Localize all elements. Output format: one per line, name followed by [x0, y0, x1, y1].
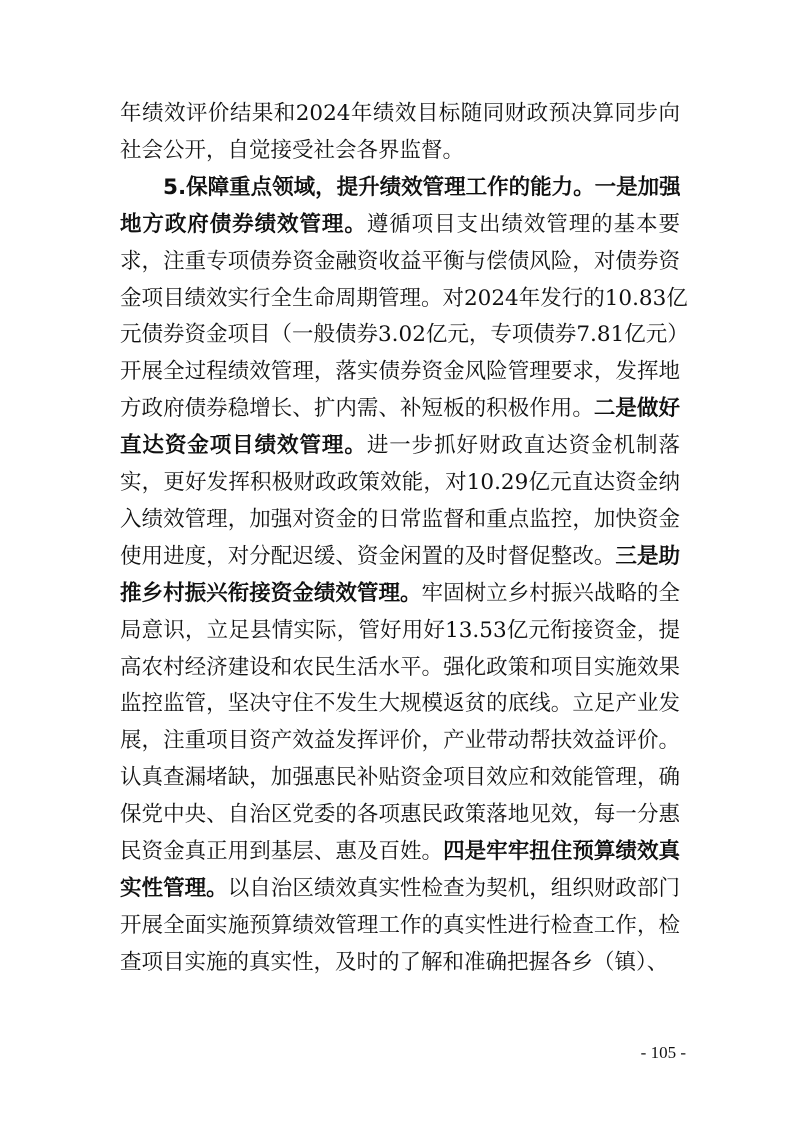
- bold-text-segment: 实性管理。: [120, 875, 228, 901]
- text-line: [120, 764, 680, 792]
- text-line: [120, 137, 680, 165]
- bold-text-segment: 二是做好: [593, 396, 680, 422]
- text-segment: 年绩效评价结果和2024年绩效目标随同财政预决算同步向: [120, 101, 680, 126]
- text-line: [120, 727, 680, 755]
- text-segment: 牢固树立乡村振兴战略的全: [421, 580, 680, 606]
- text-line: [120, 432, 680, 460]
- bold-text-segment: 推乡村振兴衔接资金绩效管理。: [120, 580, 422, 606]
- text-line: [120, 838, 680, 866]
- text-segment: 保党中央、自治区党委的各项惠民政策落地见效，每一分惠: [120, 802, 680, 828]
- bold-text-segment: 地方政府债券绩效管理。: [120, 211, 367, 237]
- text-segment: 入绩效管理，加强对资金的日常监督和重点监控，加快资金: [120, 506, 680, 532]
- text-line: [120, 912, 680, 940]
- text-segment: 认真查漏堵缺，加强惠民补贴资金项目效应和效能管理，确: [120, 765, 680, 791]
- text-segment: 使用进度，对分配迟缓、资金闲置的及时督促整改。: [120, 543, 616, 569]
- text-segment: 开展全过程绩效管理，落实债券资金风险管理要求，发挥地: [120, 359, 680, 385]
- text-line: [120, 543, 680, 571]
- text-line: [120, 690, 680, 718]
- text-segment: 高农村经济建设和农民生活水平。强化政策和项目实施效果: [120, 654, 680, 680]
- text-segment: 展，注重项目资产效益发挥评价，产业带动帮扶效益评价。: [120, 728, 680, 754]
- text-segment: 查项目实施的真实性，及时的了解和准确把握各乡（镇）、: [120, 949, 669, 975]
- text-line: [120, 395, 680, 423]
- text-line: [120, 506, 680, 534]
- page-number: - 105 -: [640, 1043, 686, 1062]
- text-segment: 进一步抓好财政直达资金机制落: [366, 433, 680, 459]
- text-segment: 社会公开，自觉接受社会各界监督。: [120, 137, 465, 163]
- text-line: [120, 654, 680, 682]
- text-line: [120, 358, 680, 386]
- text-line: [120, 248, 680, 276]
- text-line: [120, 321, 689, 349]
- text-segment: 民资金真正用到基层、惠及百姓。: [120, 839, 444, 864]
- text-segment: 开展全面实施预算绩效管理工作的真实性进行检查工作，检: [120, 912, 680, 938]
- text-segment: 监控监管，坚决守住不发生大规模返贫的底线。立足产业发: [120, 691, 680, 717]
- text-segment: 元债券资金项目（一般债券3.02亿元，专项债券7.81亿元）: [120, 322, 689, 348]
- text-segment: 求，注重专项债券资金融资收益平衡与偿债风险，对债券资: [120, 248, 680, 274]
- text-line: [120, 100, 680, 128]
- bold-text-segment: 四是牢牢扭住预算绩效真: [443, 839, 680, 864]
- bold-text-segment: 直达资金项目绩效管理。: [120, 433, 367, 459]
- text-line: [120, 211, 680, 239]
- text-line: [120, 285, 688, 313]
- text-segment: 以自治区绩效真实性检查为契机，组织财政部门: [227, 875, 680, 901]
- text-line: [120, 469, 680, 497]
- bold-text-segment: 5.保障重点领域，提升绩效管理工作的能力。一是加强: [163, 174, 681, 200]
- text-line: [163, 174, 680, 202]
- text-segment: 方政府债券稳增长、扩内需、补短板的积极作用。: [120, 396, 594, 422]
- text-segment: 局意识，立足县情实际，管好用好13.53亿元衔接资金，提: [120, 617, 680, 643]
- text-segment: 遵循项目支出绩效管理的基本要: [366, 211, 680, 237]
- text-segment: 金项目绩效实行全生命周期管理。对2024年发行的10.83亿: [120, 285, 688, 311]
- text-line: [120, 580, 680, 608]
- text-line: [120, 617, 680, 645]
- text-line: [120, 801, 680, 829]
- text-line: [120, 949, 680, 977]
- bold-text-segment: 三是助: [615, 543, 680, 569]
- text-segment: 实，更好发挥积极财政政策效能，对10.29亿元直达资金纳: [120, 470, 680, 495]
- text-line: [120, 875, 680, 903]
